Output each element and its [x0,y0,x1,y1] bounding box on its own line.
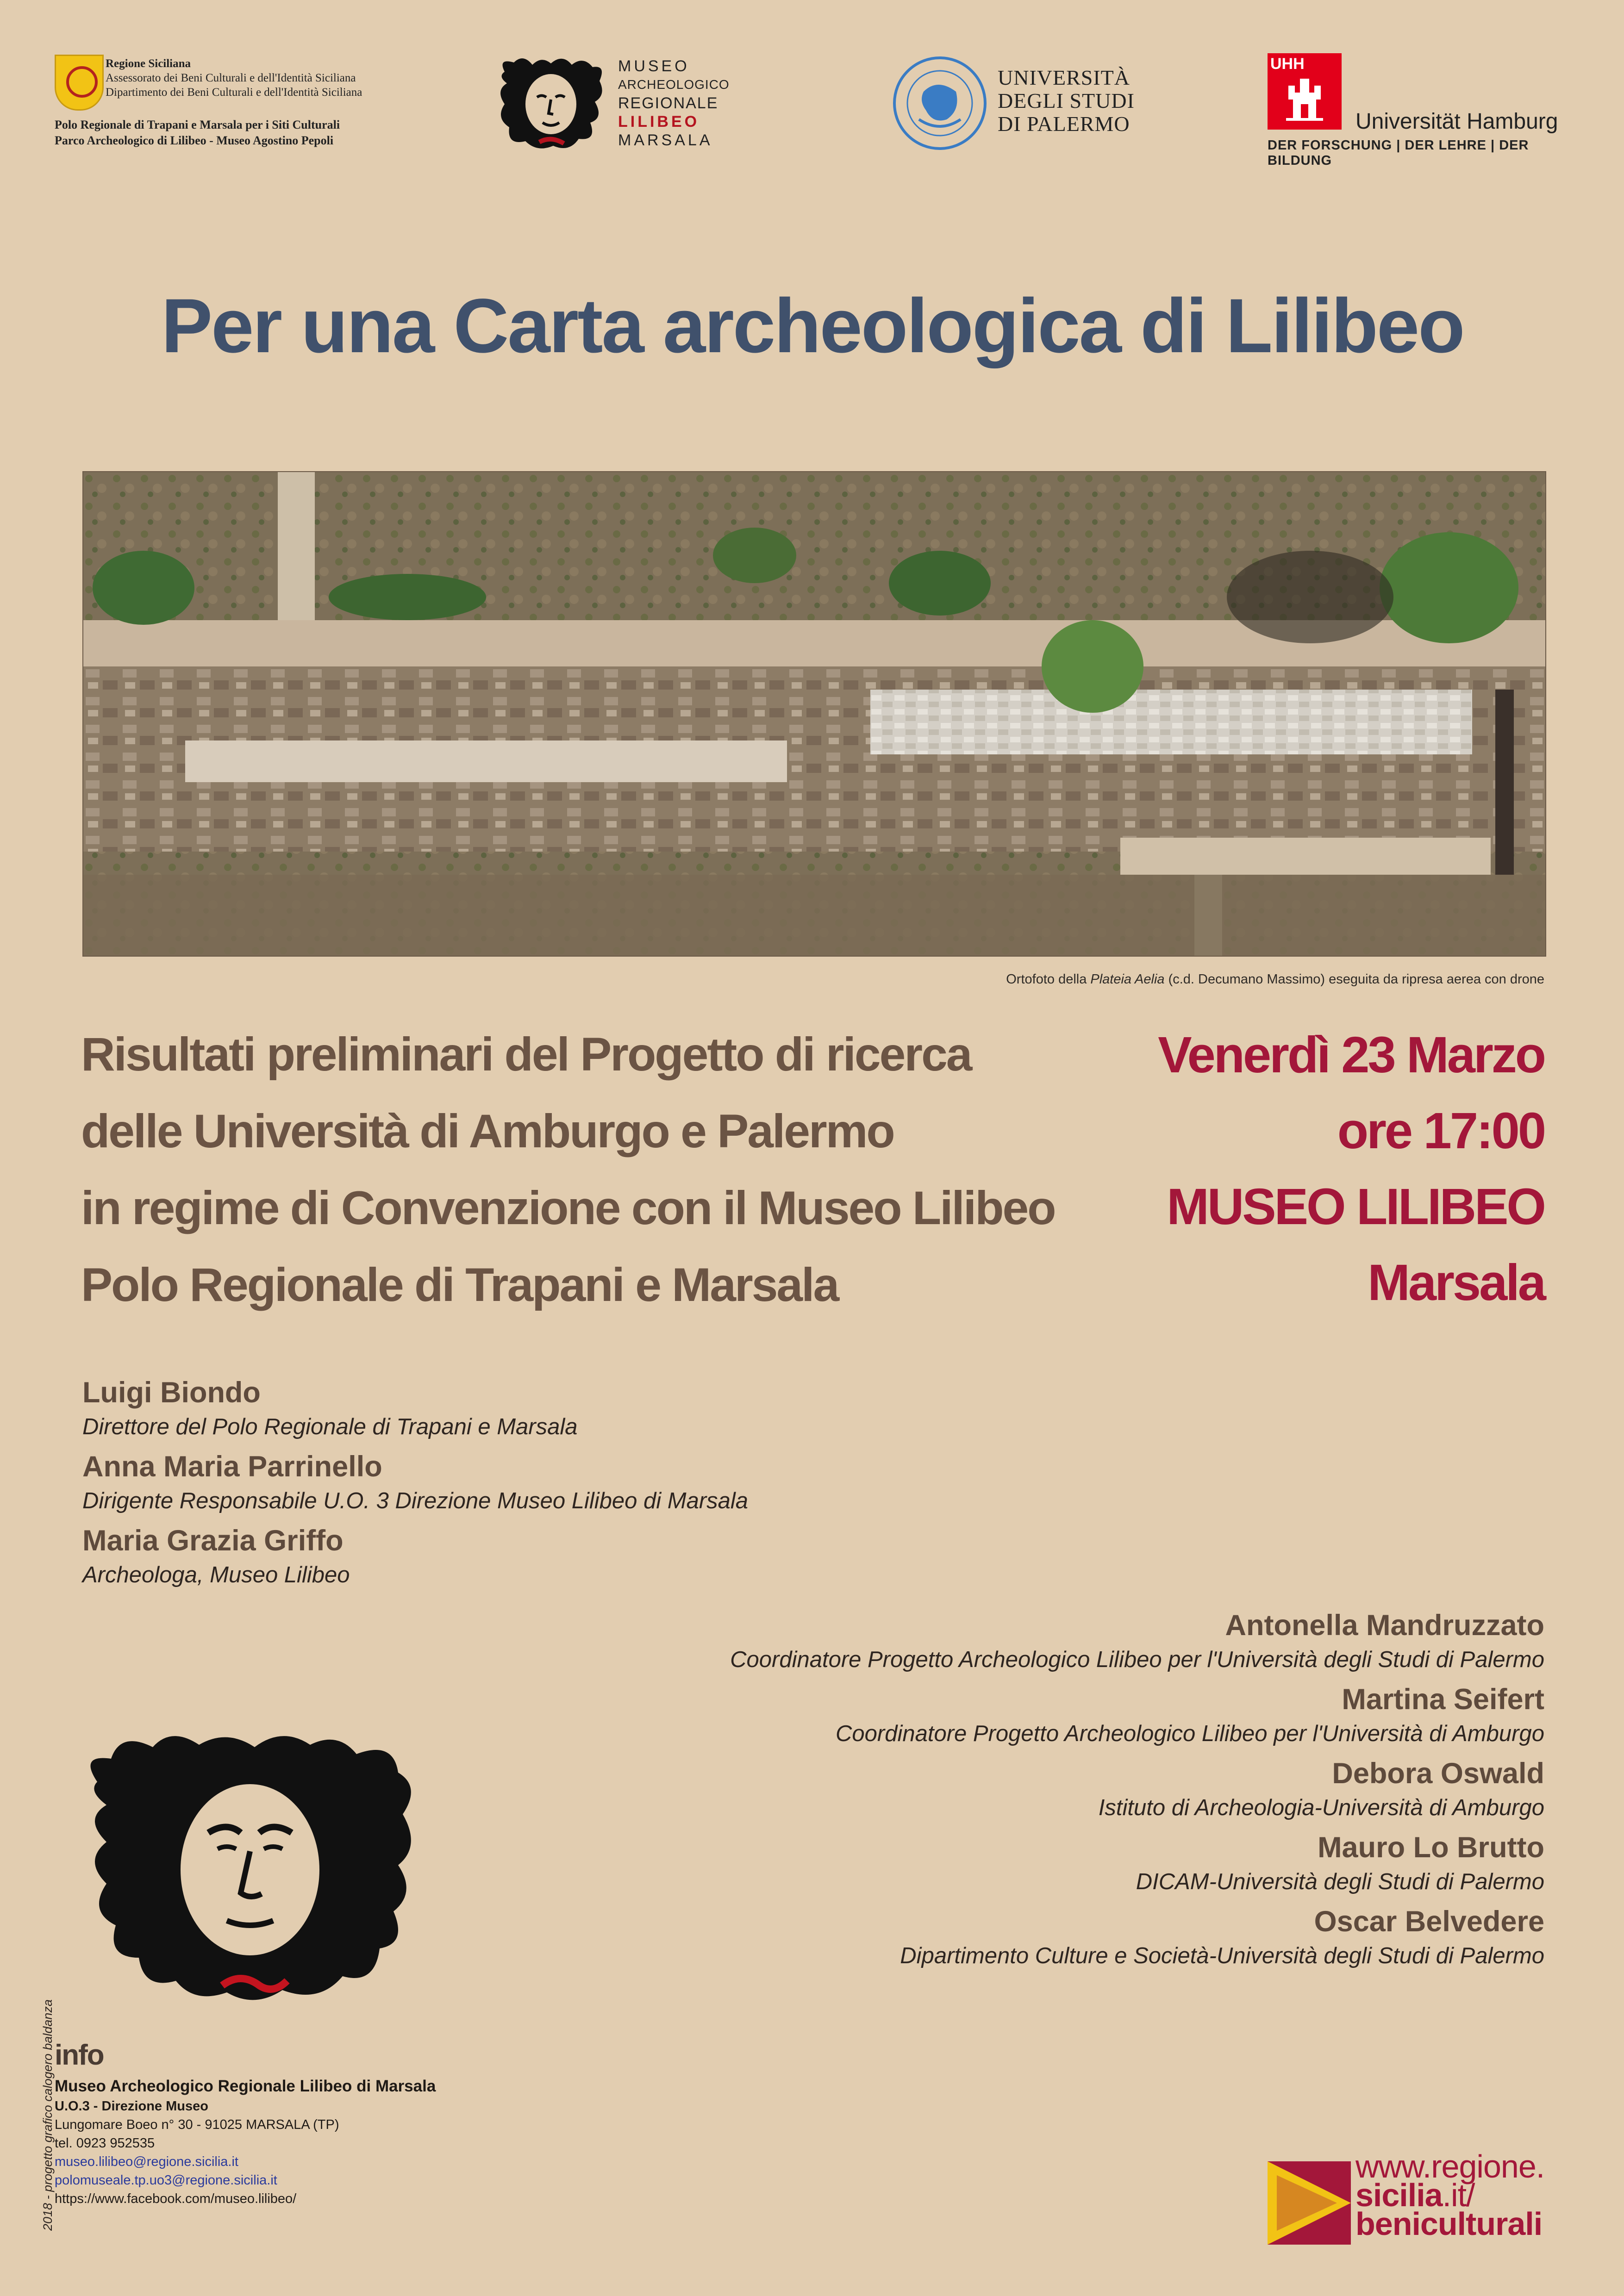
info-unit: U.O.3 - Direzione Museo [55,2099,208,2114]
speakers-right [556,1607,1544,1977]
info-museum: Museo Archeologico Regionale Lilibeo di Marsala [55,2077,436,2095]
polo-text [55,117,340,149]
sicilia-url-text [1355,2148,1545,2242]
uhh-mark-text: UHH [1270,55,1305,73]
speaker-name: Oscar Belvedere [1314,1905,1544,1938]
event-details [1065,1017,1544,1321]
regione-name: Regione Siciliana [106,57,191,70]
assessorato-line: Assessorato dei Beni Culturali e dell'Identità Siciliana [106,72,356,84]
photo-caption [648,972,1544,987]
subtitle-line3: in regime di Convenzione con il Museo Lilibeo [81,1182,1055,1234]
trinacria-triangle-icon [1268,2161,1351,2245]
unipa-seal-icon [891,55,988,152]
uhh-tagline: DER FORSCHUNG | DER LEHRE | DER BILDUNG [1268,138,1529,168]
speaker-name: Mauro Lo Brutto [1318,1831,1544,1864]
info-block [55,2076,436,2208]
polo-line: Polo Regionale di Trapani e Marsala per i Siti Culturali [55,118,340,131]
speaker-role: Archeologa, Museo Lilibeo [82,1562,350,1587]
uhh-name: Universität Hamburg [1355,109,1558,134]
regione-header-text [106,56,362,100]
medusa-emblem-icon [79,1726,421,2009]
speaker-role: Coordinatore Progetto Archeologico Lilibeo per l'Università degli Studi di Palermo [730,1647,1544,1672]
speaker-role: Coordinatore Progetto Archeologico Lilibeo per l'Università di Amburgo [836,1721,1544,1746]
museo-line3: REGIONALE [618,94,718,112]
subtitle-line1: Risultati preliminari del Progetto di ricerca [81,1028,971,1081]
subtitle-line4: Polo Regionale di Trapani e Marsala [81,1258,838,1311]
project-subtitle [81,1016,1055,1323]
event-date: Venerdì 23 Marzo [1158,1027,1544,1083]
speaker-role: Istituto di Archeologia-Università di Amburgo [1098,1795,1544,1820]
museo-lilibeo-logo [495,53,736,160]
plateia-aelia-orthophoto [83,472,1545,956]
museo-line4: LILIBEO [618,113,700,131]
unipa-text [998,66,1135,136]
medusa-head-icon [495,53,606,155]
speaker-name: Luigi Biondo [82,1376,261,1409]
dipartimento-line: Dipartimento dei Beni Culturali e dell'Identità Siciliana [106,86,362,99]
subtitle-line2: delle Università di Amburgo e Palermo [81,1105,894,1157]
museo-line5: MARSALA [618,131,713,149]
info-email-polo[interactable]: polomuseale.tp.uo3@regione.sicilia.it [55,2173,277,2188]
speaker-role: Dipartimento Culture e Società-Università degli Studi di Palermo [900,1943,1544,1968]
uhh-logo [1268,53,1573,168]
unipa-line2: DEGLI STUDI [998,89,1135,112]
speaker-name: Maria Grazia Griffo [82,1524,344,1557]
speaker-role: Dirigente Responsabile U.O. 3 Direzione Museo Lilibeo di Marsala [82,1488,749,1513]
museo-line2: ARCHEOLOGICO [618,77,730,92]
hamburg-castle-icon [1268,53,1342,130]
speaker-name: Martina Seifert [1342,1683,1544,1716]
event-city: Marsala [1368,1254,1544,1311]
regione-siciliana-logo [55,55,369,156]
speakers-left [82,1375,962,1597]
museo-text [618,57,730,149]
unipa-line3: DI PALERMO [998,112,1130,136]
speaker-role: Direttore del Polo Regionale di Trapani e Marsala [82,1414,578,1439]
aerial-photo [82,471,1546,957]
credit-text: 2018 - progetto grafico calogero baldanza [41,1999,55,2231]
unipa-line1: UNIVERSITÀ [998,66,1130,89]
event-venue: MUSEO LILIBEO [1167,1178,1544,1235]
sicilia-line3: beniculturali [1355,2206,1543,2242]
poster-title: Per una Carta archeologica di Lilibeo [161,283,1464,369]
info-email-museo[interactable]: museo.lilibeo@regione.sicilia.it [55,2154,238,2169]
uhh-mark [1268,53,1342,130]
speaker-role: DICAM-Università degli Studi di Palermo [1136,1869,1544,1894]
event-time: ore 17:00 [1337,1102,1544,1159]
info-facebook-link[interactable]: https://www.facebook.com/museo.lilibeo/ [55,2191,297,2206]
caption-pre: Ortofoto della [1006,972,1091,987]
museo-line1: MUSEO [618,57,690,75]
info-tel: tel. 0923 952535 [55,2136,155,2151]
caption-post: (c.d. Decumano Massimo) eseguita da ripresa aerea con drone [1164,972,1544,987]
speaker-name: Antonella Mandruzzato [1225,1609,1544,1642]
speaker-name: Anna Maria Parrinello [82,1450,382,1483]
trinacria-shield-icon [55,55,104,111]
sicilia-line1: www.regione. [1355,2148,1545,2184]
sicilia-line2a: sicilia [1355,2177,1443,2213]
unipa-logo [891,55,1150,156]
sicilia-line2b: .it/ [1442,2177,1475,2213]
parco-line: Parco Archeologico di Lilibeo - Museo Agostino Pepoli [55,134,334,147]
info-address: Lungomare Boeo n° 30 - 91025 MARSALA (TP) [55,2117,339,2132]
caption-italic: Plateia Aelia [1090,972,1165,987]
speaker-name: Debora Oswald [1332,1757,1544,1790]
info-heading: info [55,2039,104,2071]
regione-sicilia-beniculturali-logo [1268,2148,1578,2247]
